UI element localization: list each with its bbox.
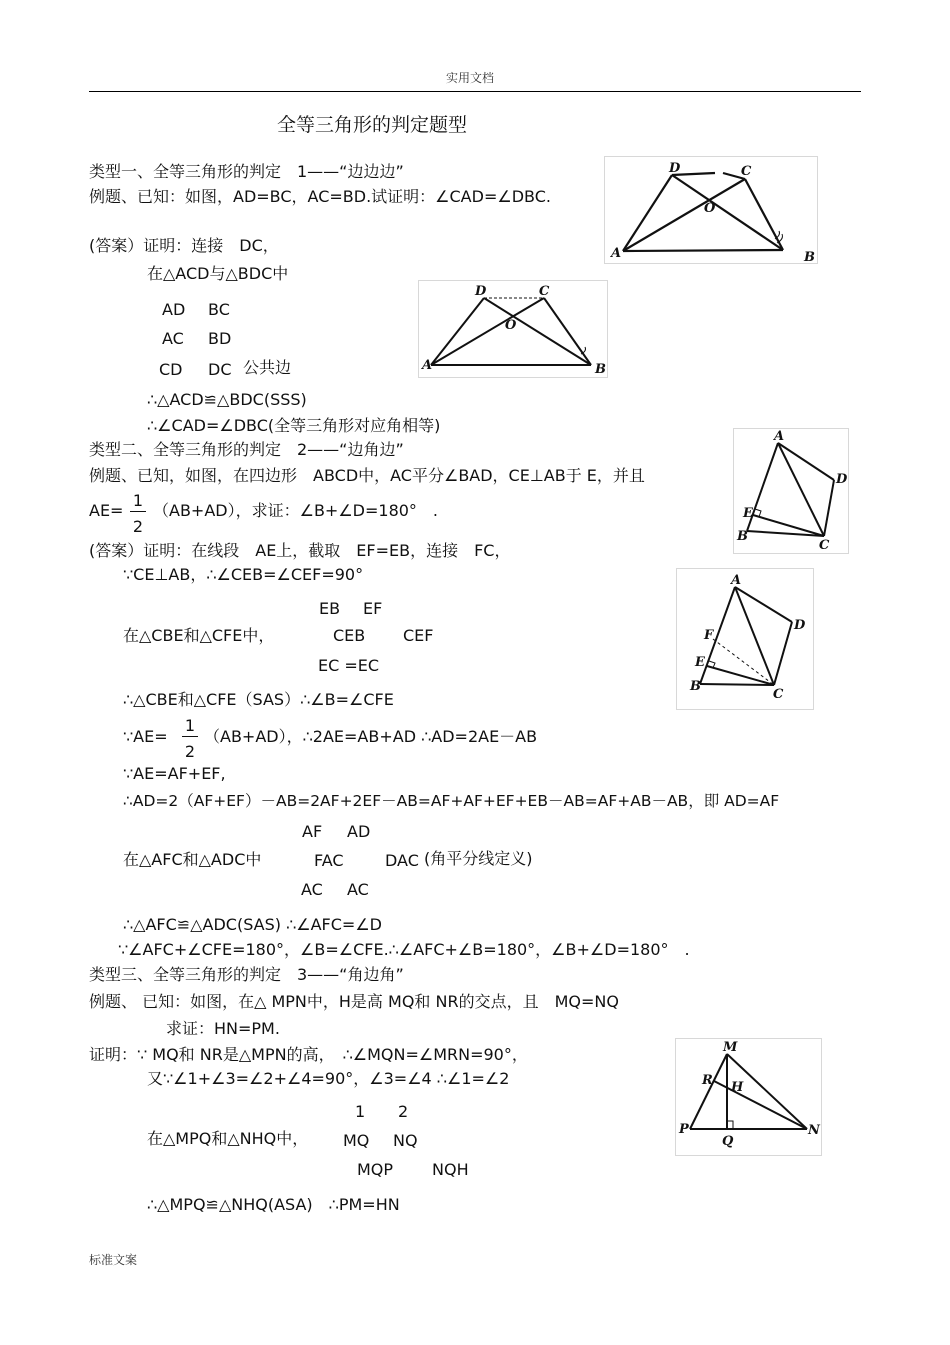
fig4-label-f: F (704, 628, 714, 643)
s2-in-2: 在△AFC和△ADC中 (123, 850, 262, 869)
section-3-prove: 求证：HN=PM. (166, 1019, 280, 1038)
fig4-label-d: D (794, 618, 806, 633)
fig3-label-a: A (774, 429, 785, 444)
fig3-label-b: B (737, 529, 748, 544)
fig5-label-n: N (808, 1123, 820, 1138)
section-1-example: 例题、已知：如图，AD=BC，AC=BD.试证明：∠CAD=∠DBC. (89, 187, 551, 206)
section-3-heading: 类型三、全等三角形的判定 3——“角边角” (89, 965, 404, 984)
s2-m5-a: FAC (314, 851, 344, 870)
s2-in-1: 在△CBE和△CFE中， (123, 626, 275, 645)
s2-m5-b: DAC (385, 851, 419, 870)
fig5-label-q: Q (722, 1134, 734, 1149)
s3-n2: 2 (398, 1102, 409, 1121)
fig2-label-d: D (475, 284, 487, 299)
s3-line-1: 又∵∠1+∠3=∠2+∠4=90°，∠3=∠4 ∴∠1=∠2 (147, 1069, 510, 1088)
s2-m2-b: CEF (403, 626, 434, 645)
s2-line-2-prefix: ∵AE= (123, 727, 168, 746)
fig4-label-b: B (690, 679, 701, 694)
s3-m2-b: NQH (432, 1160, 469, 1179)
s1-row3-b: DC (208, 360, 232, 379)
s2-line-3: ∵AE=AF+EF, (123, 764, 226, 783)
s2-ae-suffix: （AB+AD），求证：∠B+∠D=180° . (153, 501, 439, 520)
figure-5 (675, 1038, 822, 1156)
fig1-label-o: O (704, 201, 716, 216)
fig5-label-h: H (731, 1080, 744, 1095)
figure-1 (604, 156, 818, 264)
header-rule (89, 91, 861, 92)
figure-4 (676, 568, 814, 710)
s1-row3-c: 公共边 (243, 358, 292, 377)
fig5-label-m: M (723, 1040, 738, 1055)
s3-m2-a: MQP (357, 1160, 394, 1179)
s2-m3: EC =EC (318, 656, 380, 675)
fig2-label-c: C (539, 284, 550, 299)
s2-m1-b: EF (363, 599, 383, 618)
fig3-label-d: D (836, 472, 848, 487)
fig2-label-a: A (422, 358, 433, 373)
s1-row1-b: BC (208, 300, 230, 319)
fig3-label-c: C (819, 538, 830, 553)
s1-conclusion-1: ∴△ACD≌△BDC(SSS) (147, 390, 307, 409)
s1-row1-a: AD (162, 300, 186, 319)
s2-m4-a: AF (302, 822, 323, 841)
s2-m1-a: EB (319, 599, 341, 618)
s2-conclusion-2: ∴△AFC≌△ADC(SAS) ∴∠AFC=∠D (123, 915, 382, 934)
s1-conclusion-2: ∴∠CAD=∠DBC(全等三角形对应角相等) (147, 416, 441, 435)
section-2-heading: 类型二、全等三角形的判定 2——“边角边” (89, 440, 404, 459)
fig4-label-e: E (695, 655, 705, 670)
page-header: 实用文档 (446, 71, 495, 85)
s2-ae-prefix: AE= (89, 501, 124, 520)
s3-conclusion: ∴△MPQ≌△NHQ(ASA) ∴PM=HN (147, 1195, 400, 1214)
s3-m1-b: NQ (393, 1131, 418, 1150)
fig1-label-c: C (741, 164, 752, 179)
s2-half2-denominator: 2 (184, 742, 196, 761)
fig3-label-e: E (743, 506, 753, 521)
s1-row2-b: BD (208, 329, 232, 348)
s1-row3-a: CD (159, 360, 183, 379)
s2-conclusion-3: ∵∠AFC+∠CFE=180°，∠B=∠CFE.∴∠AFC+∠B=180°，∠B+∠D=180° . (118, 940, 690, 959)
s2-half-numerator: 1 (132, 491, 144, 510)
s2-m6-b: AC (347, 880, 369, 899)
s3-in: 在△MPQ和△NHQ中， (147, 1129, 309, 1148)
s3-n1: 1 (355, 1102, 366, 1121)
fig4-label-a: A (731, 573, 742, 588)
fig5-label-r: R (702, 1073, 713, 1088)
fig1-label-b: B (804, 250, 815, 263)
s2-m2-a: CEB (333, 626, 366, 645)
section-1-answer: (答案）证明：连接 DC， (89, 236, 279, 255)
s2-line-2-suffix: （AB+AD），∴2AE=AB+AD ∴AD=2AE－AB (204, 727, 538, 746)
figure-2 (418, 280, 608, 378)
s2-m5-c: (角平分线定义) (424, 849, 533, 868)
section-1-heading: 类型一、全等三角形的判定 1——“边边边” (89, 162, 404, 181)
fig2-label-o: O (505, 318, 517, 333)
s3-m1-a: MQ (343, 1131, 370, 1150)
s2-line-1: ∵CE⊥AB，∴∠CEB=∠CEF=90° (123, 565, 364, 584)
section-3-example: 例题、 已知：如图，在△ MPN中，H是高 MQ和 NR的交点，且 MQ=NQ (89, 992, 619, 1011)
s2-m4-b: AD (347, 822, 371, 841)
s2-half-bar (130, 511, 146, 512)
s1-row2-a: AC (162, 329, 184, 348)
section-2-answer: (答案）证明：在线段 AE上，截取 EF=EB，连接 FC， (89, 541, 511, 560)
s2-half-denominator: 2 (132, 517, 144, 536)
fig1-label-a: A (611, 246, 622, 261)
page-footer: 标准文案 (89, 1253, 138, 1267)
section-3-proof: 证明：∵ MQ和 NR是△MPN的高， ∴∠MQN=∠MRN=90°， (89, 1045, 528, 1064)
section-2-example: 例题、已知，如图，在四边形 ABCD中，AC平分∠BAD，CE⊥AB于 E，并且 (89, 466, 645, 485)
page-title: 全等三角形的判定题型 (277, 114, 468, 136)
s2-half2-numerator: 1 (184, 716, 196, 735)
fig4-label-c: C (773, 687, 784, 702)
fig2-label-b: B (595, 362, 606, 377)
s2-m6-a: AC (301, 880, 323, 899)
s2-half2-bar (182, 736, 198, 737)
s2-line-4: ∴AD=2（AF+EF）－AB=2AF+2EF－AB=AF+AF+EF+EB－AB=AF+AB－AB，即 AD=AF (123, 792, 780, 810)
section-1-in: 在△ACD与△BDC中 (147, 264, 289, 283)
fig5-label-p: P (679, 1122, 689, 1137)
figure-3 (733, 428, 849, 554)
s2-conclusion-1: ∴△CBE和△CFE（SAS）∴∠B=∠CFE (123, 690, 394, 709)
fig1-label-d: D (669, 161, 681, 176)
